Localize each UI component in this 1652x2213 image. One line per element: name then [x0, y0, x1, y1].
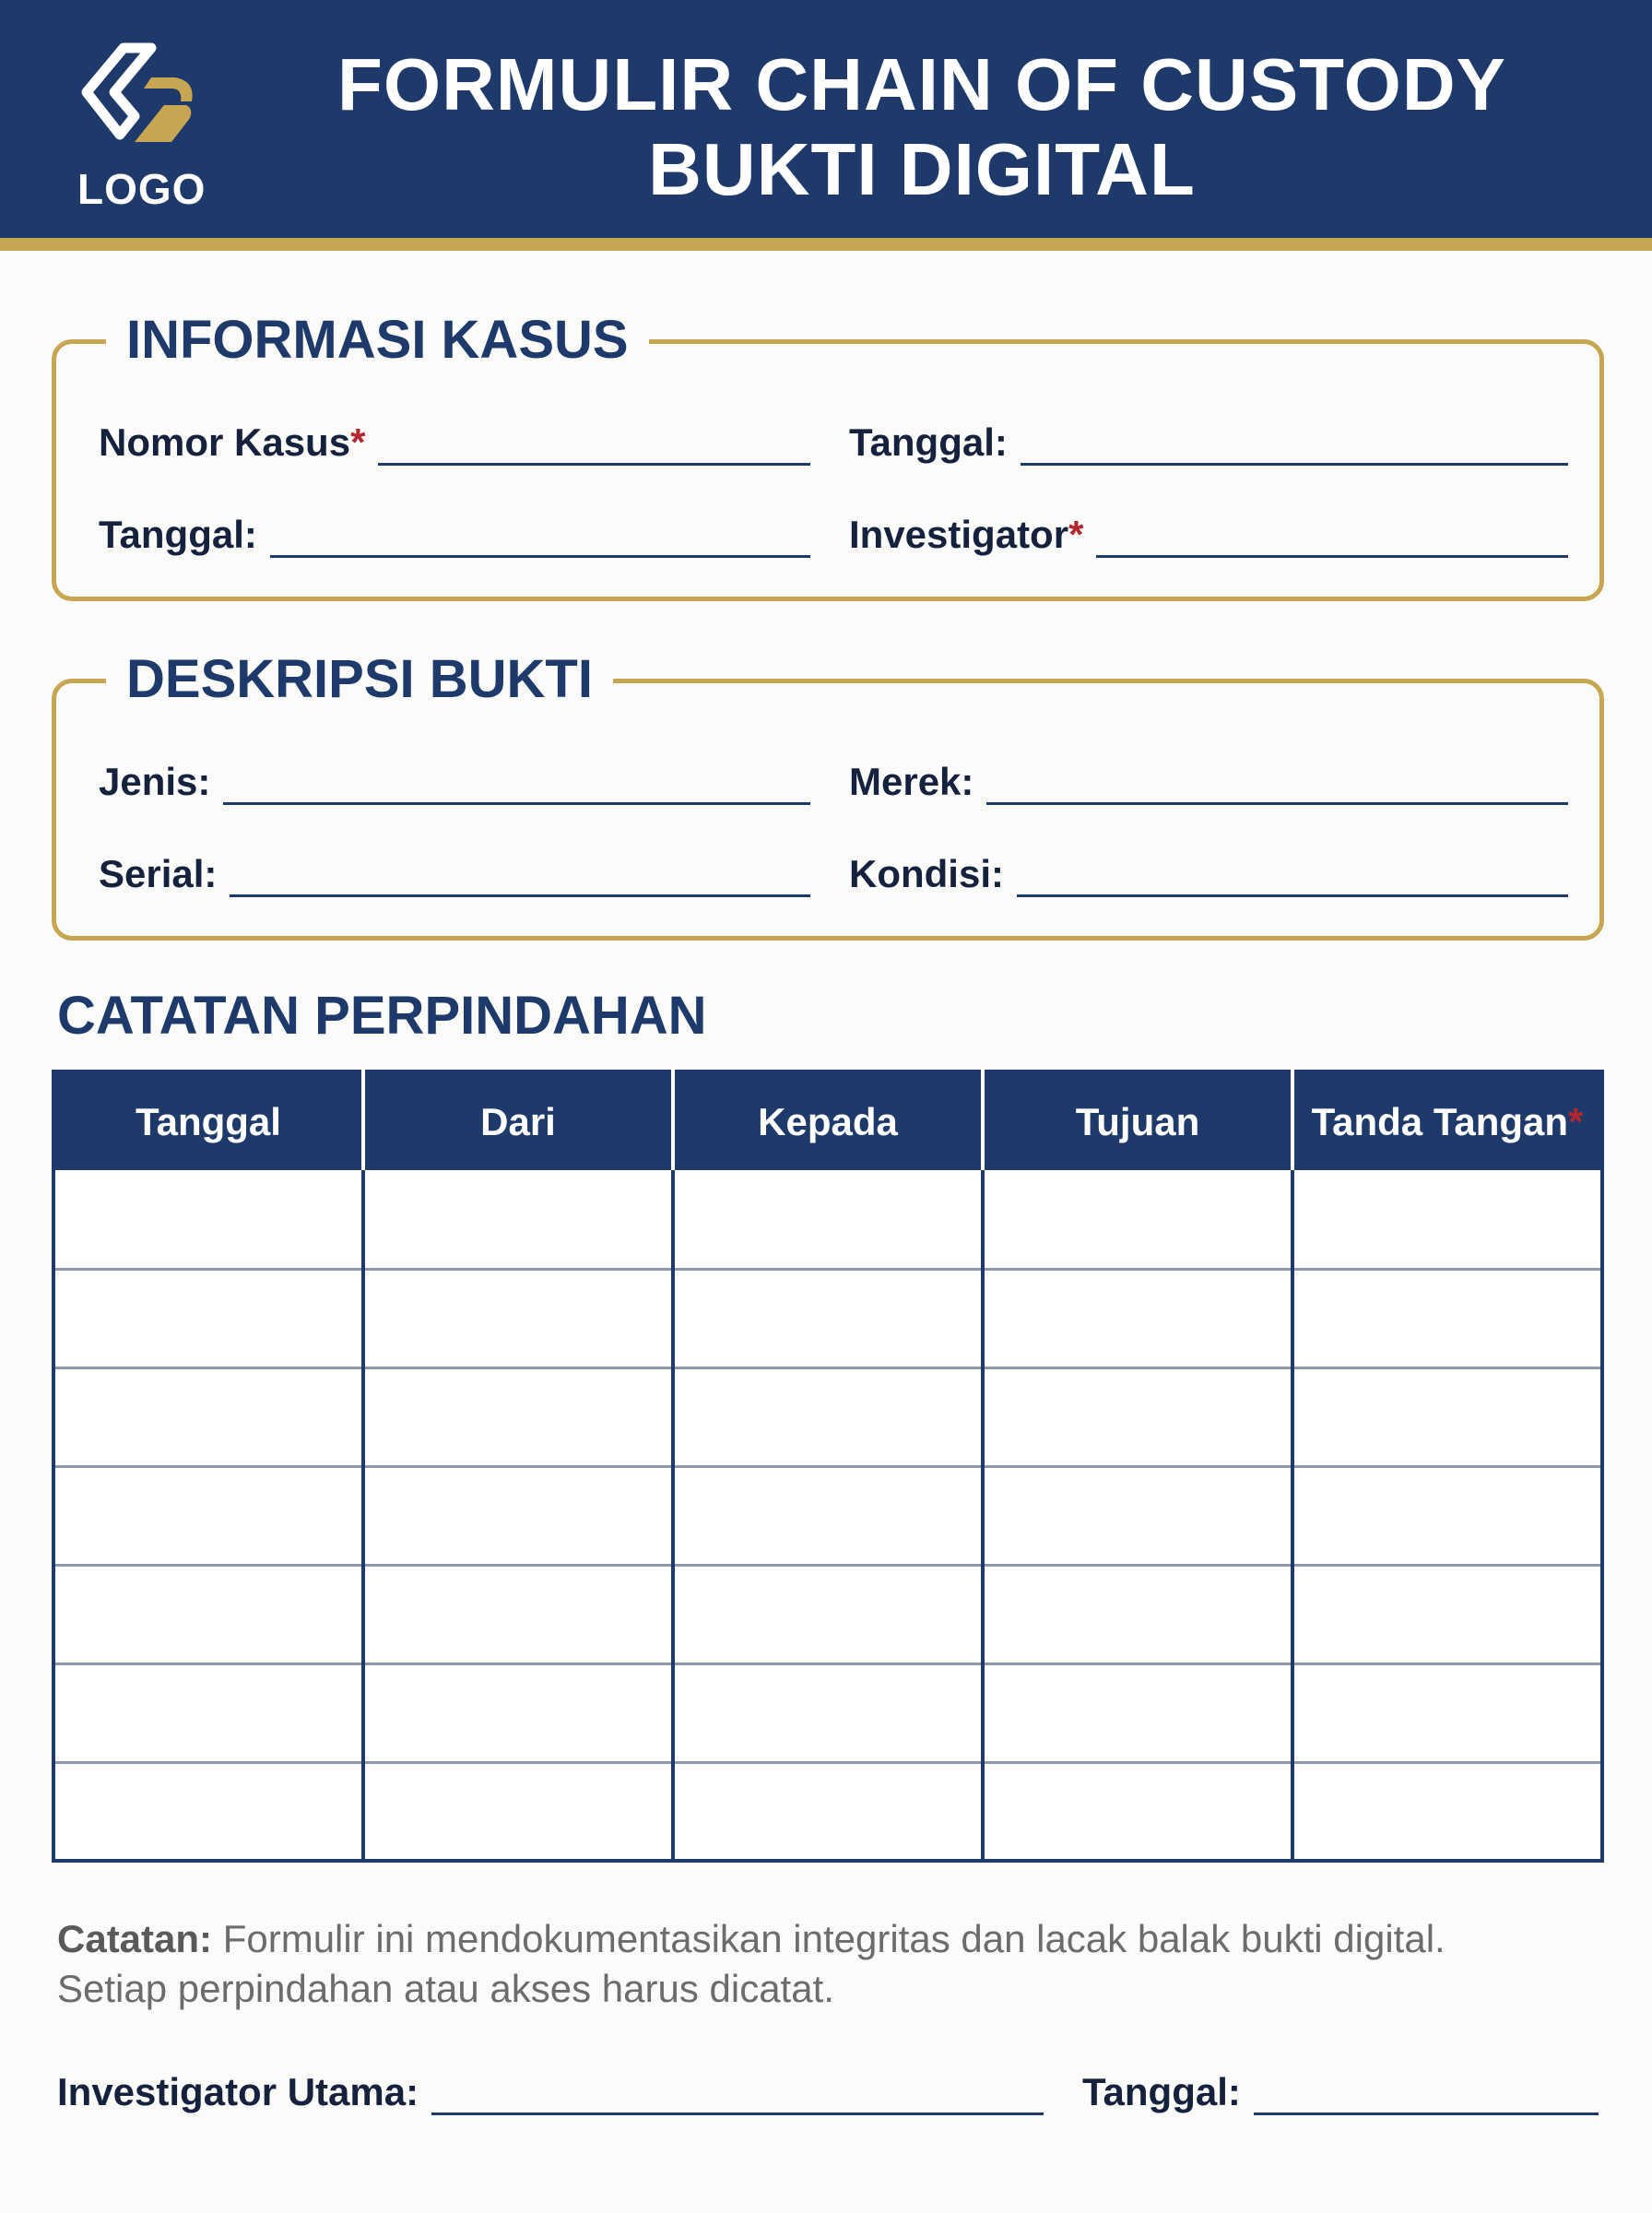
transfer-log-body [53, 1170, 1602, 1861]
evidence-condition-input-line[interactable] [1017, 894, 1568, 897]
cell-purpose[interactable] [983, 1762, 1292, 1861]
evidence-type-label: Jenis: [99, 760, 211, 803]
case-number-label: Nomor Kasus* [99, 420, 366, 464]
evidence-type-field[interactable] [99, 753, 810, 809]
table-row [53, 1565, 1602, 1663]
cell-from[interactable] [363, 1565, 673, 1663]
cell-to[interactable] [673, 1170, 983, 1269]
evidence-brand-input-line[interactable] [986, 802, 1568, 805]
cell-signature[interactable] [1292, 1170, 1602, 1269]
evidence-condition-field[interactable] [849, 846, 1568, 901]
page-title [277, 42, 1567, 212]
logo [74, 41, 212, 216]
footer-date-field[interactable] [1082, 2060, 1599, 2119]
cell-purpose[interactable] [983, 1367, 1292, 1466]
investigator-label: Investigator* [849, 513, 1084, 556]
cell-to[interactable] [673, 1466, 983, 1565]
cell-to[interactable] [673, 1762, 983, 1861]
transfer-log-heading: CATATAN PERPINDAHAN [57, 986, 707, 1046]
case-date-2-label: Tanggal: [99, 513, 257, 556]
case-date-label: Tanggal: [849, 420, 1008, 464]
case-date-field[interactable] [849, 414, 1568, 469]
column-header-from: Dari [363, 1071, 673, 1170]
table-row [53, 1269, 1602, 1367]
case-date-2-field[interactable] [99, 506, 810, 562]
cell-from[interactable] [363, 1269, 673, 1367]
case-info-heading: INFORMASI KASUS [106, 307, 649, 373]
footer-date-label: Tanggal: [1082, 2070, 1241, 2113]
cell-date[interactable] [53, 1367, 363, 1466]
evidence-serial-input-line[interactable] [230, 894, 810, 897]
case-date-input-line[interactable] [1021, 463, 1568, 466]
note-label: Catatan: [57, 1917, 213, 1960]
cell-to[interactable] [673, 1269, 983, 1367]
cell-to[interactable] [673, 1367, 983, 1466]
logo-text: LOGO [77, 165, 206, 213]
table-header-row [53, 1071, 1602, 1170]
table-row [53, 1170, 1602, 1269]
cell-from[interactable] [363, 1663, 673, 1762]
form-note [57, 1914, 1587, 2014]
required-marker: * [350, 420, 366, 464]
investigator-field[interactable] [849, 506, 1568, 562]
note-text-2: Setiap perpindahan atau akses harus dicatat. [57, 1967, 834, 2010]
cell-date[interactable] [53, 1466, 363, 1565]
evidence-serial-label: Serial: [99, 852, 218, 895]
form-header [0, 0, 1652, 251]
transfer-log-table [52, 1070, 1604, 1863]
column-header-signature: Tanda Tangan* [1292, 1071, 1602, 1170]
cell-to[interactable] [673, 1565, 983, 1663]
case-date-2-input-line[interactable] [270, 555, 810, 558]
case-info-section [52, 310, 1604, 601]
note-line-1 [57, 1914, 1587, 1964]
lead-investigator-field[interactable] [57, 2060, 1044, 2119]
cell-to[interactable] [673, 1663, 983, 1762]
cell-date[interactable] [53, 1663, 363, 1762]
case-number-field[interactable] [99, 414, 810, 469]
note-text-1: Formulir ini mendokumentasikan integritas dan lacak balak bukti digital. [222, 1917, 1446, 1960]
investigator-input-line[interactable] [1096, 555, 1568, 558]
evidence-brand-label: Merek: [849, 760, 974, 803]
cell-signature[interactable] [1292, 1269, 1602, 1367]
evidence-section [52, 649, 1604, 941]
cell-date[interactable] [53, 1565, 363, 1663]
table-row [53, 1466, 1602, 1565]
cell-purpose[interactable] [983, 1170, 1292, 1269]
title-line-1: FORMULIR CHAIN OF CUSTODY [337, 43, 1506, 125]
evidence-type-input-line[interactable] [223, 802, 810, 805]
cell-from[interactable] [363, 1367, 673, 1466]
cell-purpose[interactable] [983, 1466, 1292, 1565]
cell-purpose[interactable] [983, 1269, 1292, 1367]
required-marker: * [1068, 513, 1084, 556]
cell-signature[interactable] [1292, 1663, 1602, 1762]
cell-signature[interactable] [1292, 1367, 1602, 1466]
title-line-2: BUKTI DIGITAL [648, 128, 1196, 210]
cell-from[interactable] [363, 1466, 673, 1565]
column-header-purpose: Tujuan [983, 1071, 1292, 1170]
cell-date[interactable] [53, 1269, 363, 1367]
case-number-input-line[interactable] [378, 463, 810, 466]
cell-purpose[interactable] [983, 1663, 1292, 1762]
lead-investigator-label: Investigator Utama: [57, 2070, 419, 2113]
evidence-serial-field[interactable] [99, 846, 810, 901]
column-header-to: Kepada [673, 1071, 983, 1170]
table-row [53, 1663, 1602, 1762]
cell-signature[interactable] [1292, 1762, 1602, 1861]
evidence-heading: DESKRIPSI BUKTI [106, 646, 613, 713]
cell-date[interactable] [53, 1170, 363, 1269]
lead-investigator-input-line[interactable] [431, 2112, 1044, 2115]
cell-from[interactable] [363, 1170, 673, 1269]
table-row [53, 1367, 1602, 1466]
required-marker: * [1568, 1099, 1584, 1143]
cell-from[interactable] [363, 1762, 673, 1861]
cell-signature[interactable] [1292, 1565, 1602, 1663]
cell-date[interactable] [53, 1762, 363, 1861]
table-row [53, 1762, 1602, 1861]
footer-date-input-line[interactable] [1254, 2112, 1599, 2115]
evidence-condition-label: Kondisi: [849, 852, 1004, 895]
logo-mark-icon [79, 41, 199, 155]
cell-signature[interactable] [1292, 1466, 1602, 1565]
evidence-brand-field[interactable] [849, 753, 1568, 809]
column-header-date: Tanggal [53, 1071, 363, 1170]
cell-purpose[interactable] [983, 1565, 1292, 1663]
